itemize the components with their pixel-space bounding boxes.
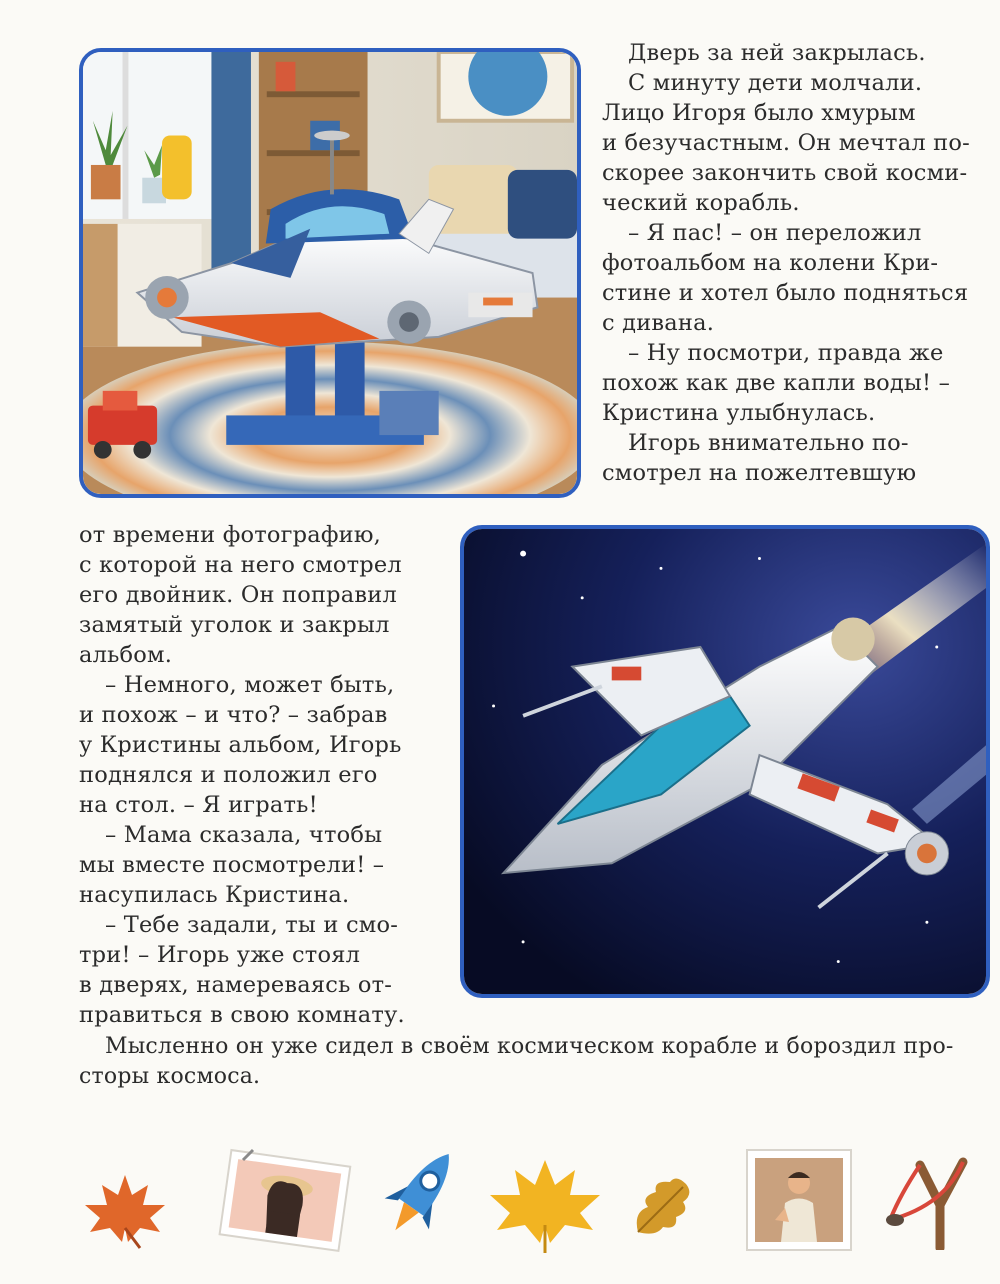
text-line: у Кристины альбом, Игорь <box>79 732 402 758</box>
text-line: похож как две капли воды! – <box>602 370 951 396</box>
text-line: три! – Игорь уже стоял <box>79 942 361 968</box>
text-line: с которой на него смотрел <box>79 552 402 578</box>
rocket-icon <box>375 1140 465 1250</box>
text-line: в дверях, намереваясь от- <box>79 972 393 998</box>
text-line: от времени фотографию, <box>79 522 381 548</box>
text-line: насупилась Кристина. <box>79 882 350 908</box>
text-line: с дивана. <box>602 310 715 336</box>
text-line: Кристина улыбнулась. <box>602 400 876 426</box>
spaceship-room-image <box>79 48 581 498</box>
text-line: на стол. – Я играть! <box>79 792 318 818</box>
text-line: Игорь внимательно по- <box>628 430 909 456</box>
text-line: мы вместе посмотрели! – <box>79 852 385 878</box>
text-line: фотоальбом на колени Кри- <box>602 250 939 276</box>
text-line: его двойник. Он поправил <box>79 582 397 608</box>
text-line: Мысленно он уже сидел в своём космическом корабле и бороздил про- <box>105 1034 954 1059</box>
text-line: альбом. <box>79 642 173 668</box>
text-line: С минуту дети молчали. <box>628 70 923 96</box>
slingshot-icon <box>885 1150 980 1250</box>
oak-leaf-icon <box>628 1172 698 1242</box>
text-line: – Мама сказала, чтобы <box>105 822 383 848</box>
text-line: ческий корабль. <box>602 190 800 216</box>
photo-card-icon <box>215 1148 355 1253</box>
text-line: – Немного, может быть, <box>105 672 395 698</box>
text-line: смотрел на пожелтевшую <box>602 460 917 486</box>
text-line: и безучастным. Он мечтал по- <box>602 130 970 156</box>
text-line: Дверь за ней закрылась. <box>628 40 926 66</box>
spaceship-space-image <box>460 525 990 998</box>
text-line: правиться в свою комнату. <box>79 1002 405 1028</box>
text-line: – Тебе задали, ты и смо- <box>105 912 398 938</box>
text-line: сторы космоса. <box>79 1064 261 1089</box>
maple-leaf-icon <box>80 1170 170 1250</box>
photo-card-icon <box>745 1148 855 1253</box>
text-line: замятый уголок и закрыл <box>79 612 390 638</box>
text-line: поднялся и положил его <box>79 762 378 788</box>
text-line: скорее закончить свой косми- <box>602 160 968 186</box>
text-line: – Я пас! – он переложил <box>628 220 922 246</box>
yellow-maple-leaf-icon <box>485 1155 605 1255</box>
text-line: – Ну посмотри, правда же <box>628 340 944 366</box>
text-line: и похож – и что? – забрав <box>79 702 388 728</box>
text-line: Лицо Игоря было хмурым <box>602 100 916 126</box>
text-line: стине и хотел было подняться <box>602 280 969 306</box>
